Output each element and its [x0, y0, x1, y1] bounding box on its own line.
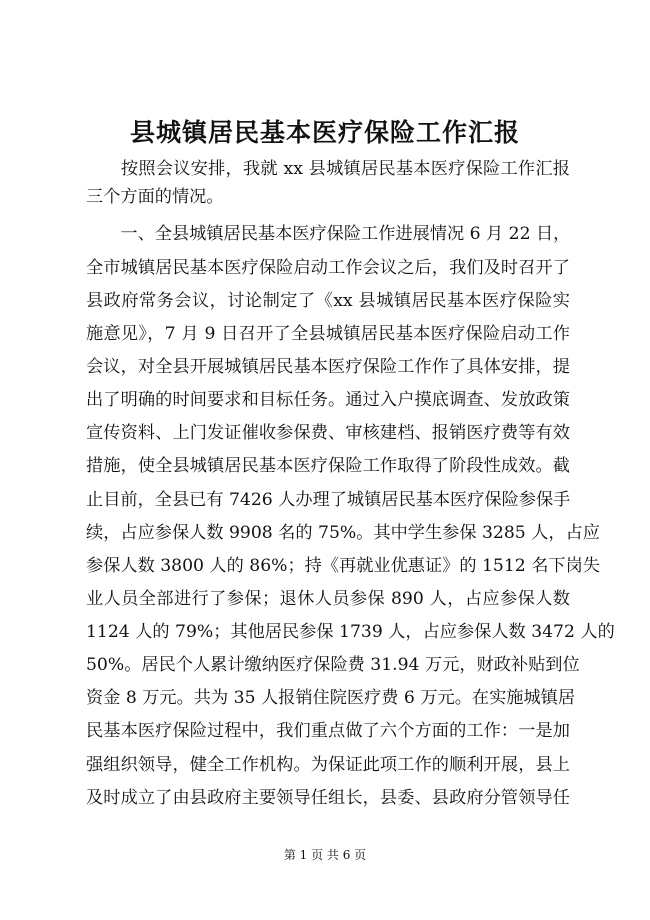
text-line: 资金 8 万元。共为 35 人报销住院医疗费 6 万元。在实施城镇居: [86, 688, 576, 708]
text-line: 会议，对全县开展城镇居民基本医疗保险工作作了具体安排，提: [86, 357, 570, 377]
text-line: 宣传资料、上门发证催收参保费、审核建档、报销医疗费等有效: [86, 423, 570, 443]
text-line: 施意见》，7 月 9 日召开了全县城镇居民基本医疗保险启动工作: [86, 324, 570, 344]
text-line: 一、全县城镇居民基本医疗保险工作进展情况 6 月 22 日，: [86, 224, 571, 244]
text-line: 及时成立了由县政府主要领导任组长，县委、县政府分管领导任: [86, 788, 570, 808]
text-line: 三个方面的情况。: [86, 187, 224, 207]
text-line: 县政府常务会议，讨论制定了《xx 县城镇居民基本医疗保险实: [86, 291, 570, 311]
text-line: 全市城镇居民基本医疗保险启动工作会议之后，我们及时召开了: [86, 258, 570, 278]
text-line: 1124 人的 79%；其他居民参保 1739 人，占应参保人数 3472 人的: [86, 622, 615, 642]
text-line: 50%。居民个人累计缴纳医疗保险费 31.94 万元，财政补贴到位: [86, 655, 580, 675]
text-line: 措施，使全县城镇居民基本医疗保险工作取得了阶段性成效。截: [86, 456, 570, 476]
text-line: 出了明确的时间要求和目标任务。通过入户摸底调查、发放政策: [86, 390, 570, 410]
page-footer: 第 1 页 共 6 页: [283, 848, 367, 862]
text-line: 强组织领导，健全工作机构。为保证此项工作的顺利开展，县上: [86, 755, 570, 775]
text-line: 续，占应参保人数 9908 名的 75%。其中学生参保 3285 人，占应: [86, 523, 600, 543]
text-line: 按照会议安排，我就 xx 县城镇居民基本医疗保险工作汇报: [86, 159, 570, 179]
page-title: 县城镇居民基本医疗保险工作汇报: [129, 118, 520, 147]
text-line: 参保人数 3800 人的 86%；持《再就业优惠证》的 1512 名下岗失: [86, 556, 600, 576]
text-line: 业人员全部进行了参保；退休人员参保 890 人，占应参保人数: [86, 589, 570, 609]
text-line: 民基本医疗保险过程中，我们重点做了六个方面的工作：一是加: [86, 721, 570, 741]
text-line: 止目前，全县已有 7426 人办理了城镇居民基本医疗保险参保手: [86, 490, 571, 510]
